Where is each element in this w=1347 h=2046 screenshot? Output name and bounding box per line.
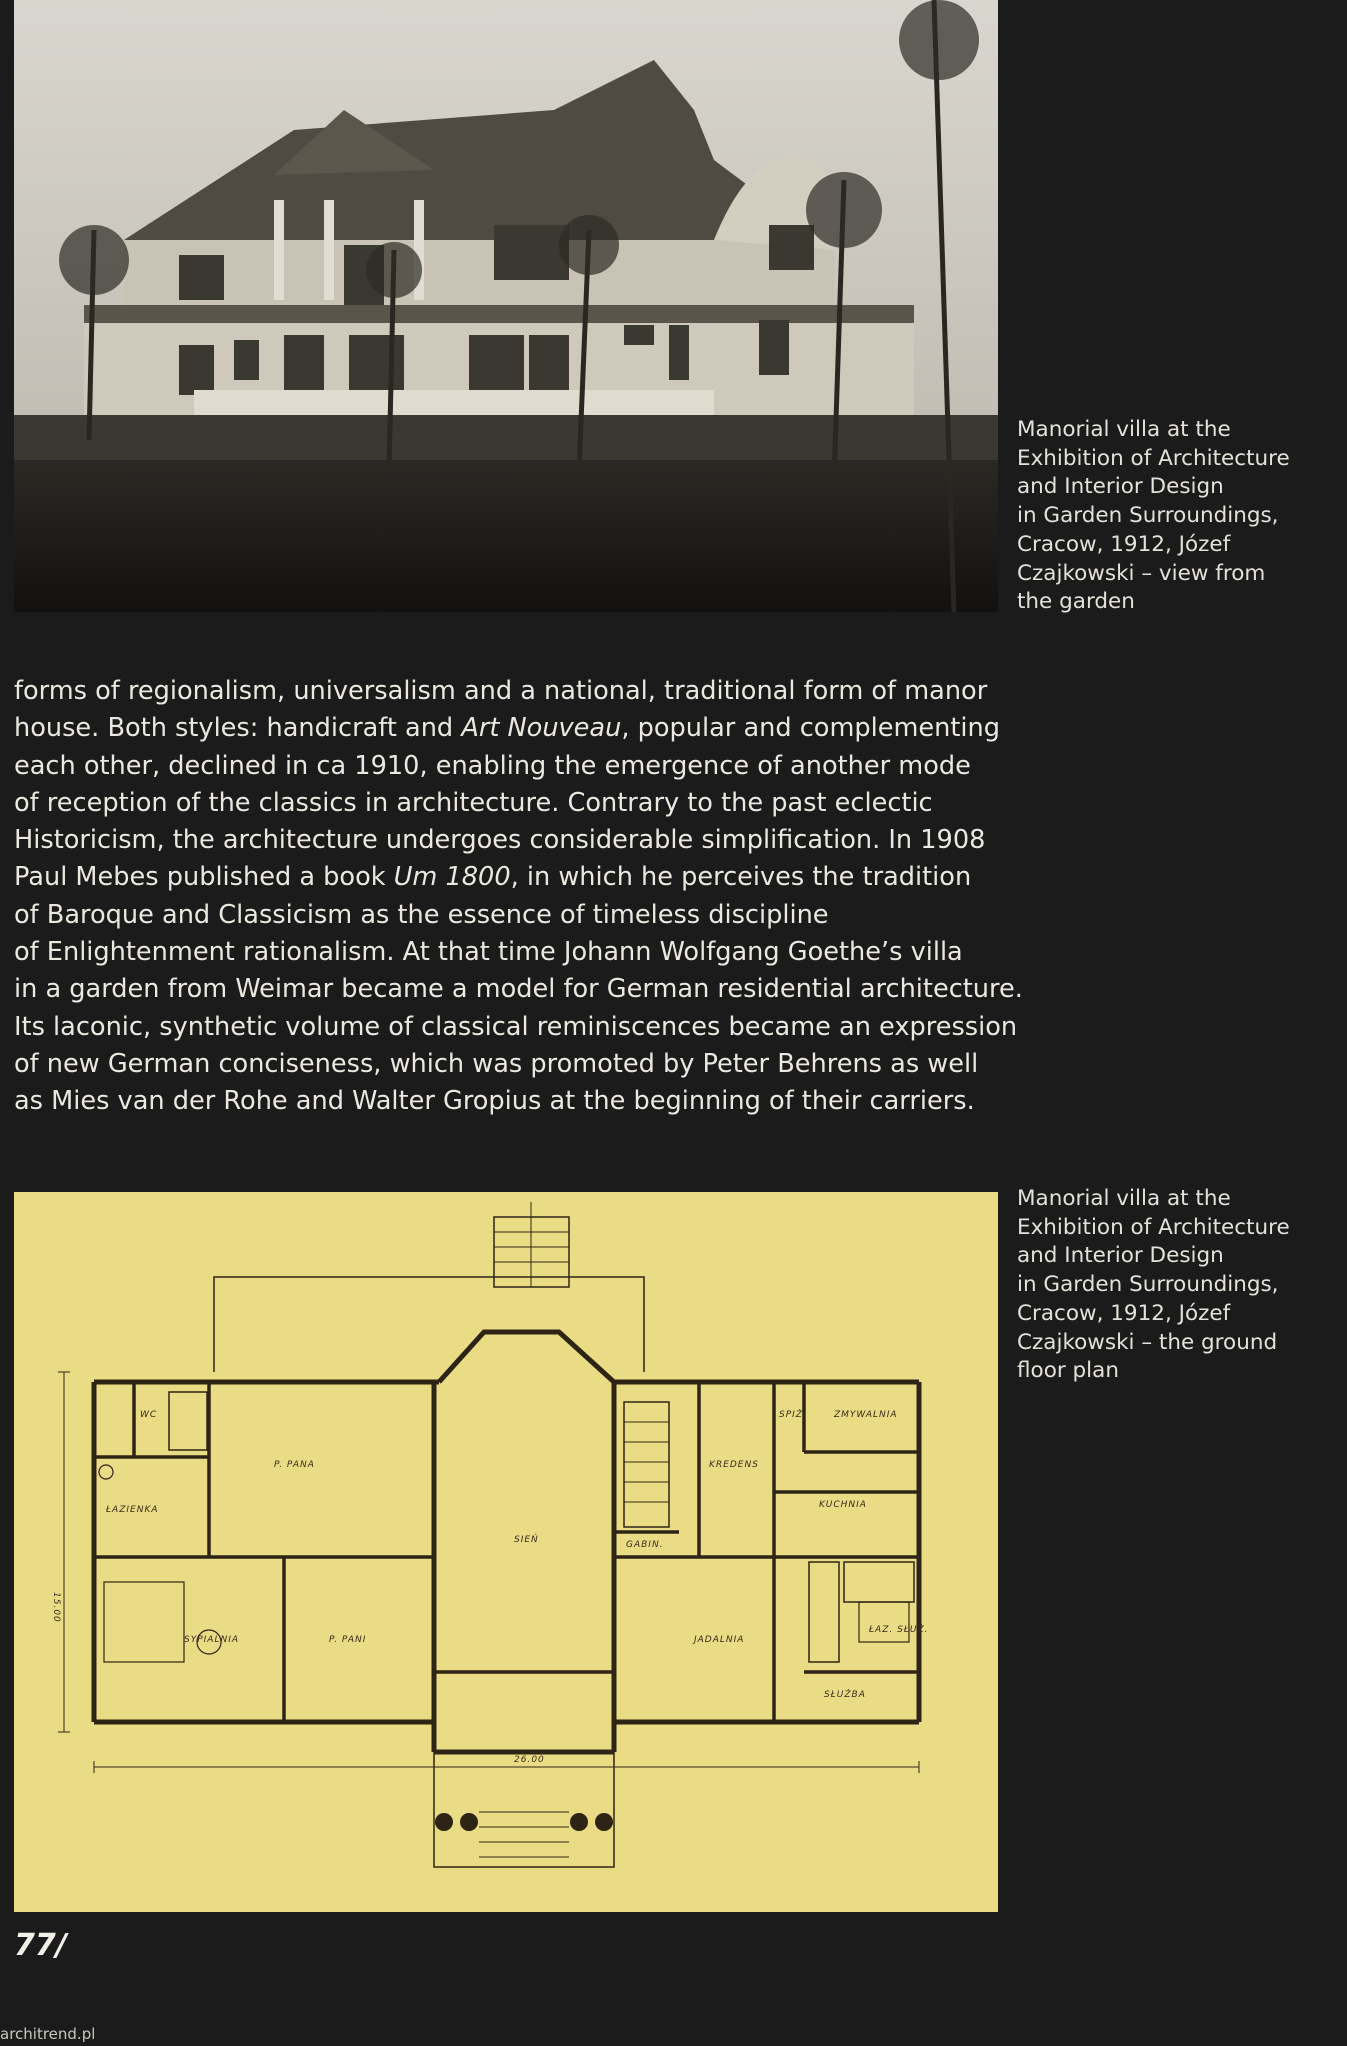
- plan-label-wc: WC: [140, 1410, 158, 1420]
- villa-garden-photo: [14, 0, 998, 612]
- caption-line: Cracow, 1912, Józef: [1017, 1300, 1231, 1326]
- body-line: of reception of the classics in architecture. Contrary to the past eclectic: [14, 787, 933, 818]
- plan-label-lazienka: ŁAZIENKA: [106, 1505, 159, 1515]
- body-line: Historicism, the architecture undergoes considerable simplification. In 1908: [14, 825, 986, 856]
- plan-label-p-pana: P. PANA: [274, 1460, 315, 1470]
- floor-plan-drawing: [14, 1192, 998, 1912]
- plan-label-lazienka-sluz: ŁAZ. SŁUŻ.: [869, 1625, 929, 1635]
- caption-line: and Interior Design: [1017, 474, 1224, 500]
- caption-line: Exhibition of Architecture: [1017, 445, 1290, 471]
- plan-dimension-width: 26.00: [514, 1755, 545, 1765]
- body-line: [14, 859, 1004, 896]
- body-text-run: house. Both styles: handicraft and: [14, 713, 462, 744]
- body-line: in a garden from Weimar became a model for German residential architecture.: [14, 974, 1023, 1005]
- body-italic-term: Um 1800: [393, 862, 511, 893]
- plan-label-zmywalnia: ZMYWALNIA: [834, 1410, 898, 1420]
- plan-label-gabin: GABIN.: [626, 1540, 664, 1550]
- plan-caption: [1017, 1185, 1317, 1386]
- caption-line: the garden: [1017, 589, 1135, 615]
- plan-label-sypialnia: SYPIALNIA: [184, 1635, 240, 1645]
- caption-line: floor plan: [1017, 1358, 1119, 1384]
- body-line: of new German conciseness, which was promoted by Peter Behrens as well: [14, 1048, 979, 1079]
- plan-label-kredens: KREDENS: [709, 1460, 759, 1470]
- caption-line: Czajkowski – view from: [1017, 560, 1266, 586]
- caption-line: in Garden Surroundings,: [1017, 503, 1279, 529]
- plan-label-sluzba: SŁUŻBA: [824, 1690, 866, 1700]
- villa-illustration: [14, 0, 998, 612]
- photo-caption: [1017, 416, 1317, 617]
- page-number: 77/: [14, 1928, 67, 1963]
- watermark: architrend.pl: [0, 2025, 96, 2043]
- caption-line: Manorial villa at the: [1017, 1186, 1231, 1211]
- body-paragraph: [14, 673, 1023, 1121]
- body-line: as Mies van der Rohe and Walter Gropius at the beginning of their carriers.: [14, 1086, 975, 1117]
- body-text-run: , in which he perceives the tradition: [510, 862, 972, 893]
- plan-dimension-height: 15.00: [51, 1592, 61, 1623]
- plan-label-jadalnia: JADALNIA: [694, 1635, 745, 1645]
- body-line: forms of regionalism, universalism and a national, traditional form of manor: [14, 676, 988, 706]
- body-line: Its laconic, synthetic volume of classical reminiscences became an expression: [14, 1011, 1018, 1042]
- body-line: [14, 710, 1004, 747]
- caption-line: Czajkowski – the ground: [1017, 1329, 1278, 1355]
- body-text-run: Paul Mebes published a book: [14, 862, 394, 893]
- caption-line: and Interior Design: [1017, 1243, 1224, 1269]
- body-line: of Baroque and Classicism as the essence of timeless discipline: [14, 899, 829, 930]
- caption-line: in Garden Surroundings,: [1017, 1272, 1279, 1298]
- caption-line: Exhibition of Architecture: [1017, 1214, 1290, 1240]
- plan-label-sien: SIEŃ: [514, 1535, 539, 1545]
- plan-label-kuchnia: KUCHNIA: [819, 1500, 867, 1510]
- caption-line: Manorial villa at the: [1017, 417, 1231, 442]
- plan-label-p-pani: P. PANI: [329, 1635, 367, 1645]
- body-text-run: , popular and complementing: [621, 713, 1001, 744]
- body-line: of Enlightenment rationalism. At that time Johann Wolfgang Goethe’s villa: [14, 937, 963, 968]
- body-line: each other, declined in ca 1910, enabling the emergence of another mode: [14, 750, 971, 781]
- floor-plan: [14, 1192, 998, 1912]
- plan-label-spiz: SPIŻ.: [779, 1410, 807, 1420]
- body-italic-term: Art Nouveau: [461, 713, 622, 744]
- caption-line: Cracow, 1912, Józef: [1017, 531, 1231, 557]
